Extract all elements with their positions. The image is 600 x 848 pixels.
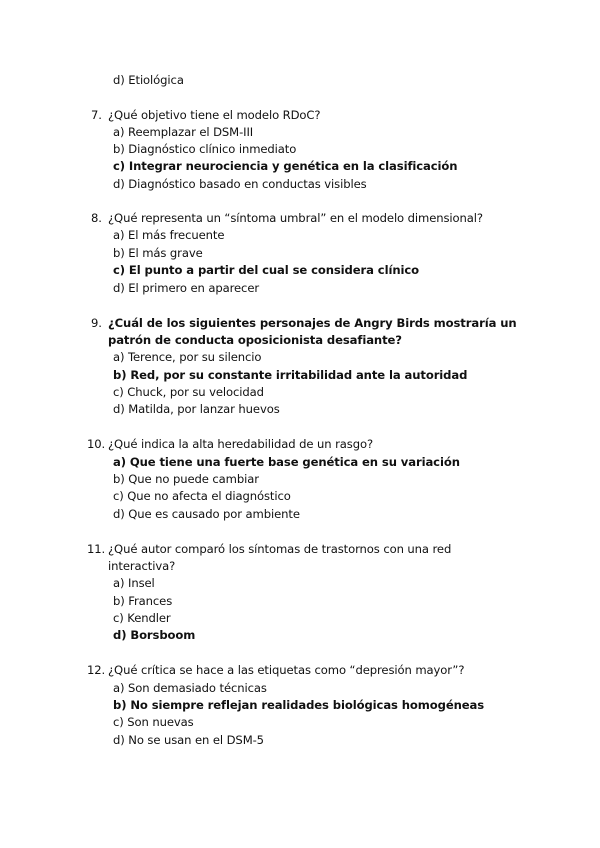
question-8-number: 8. [91, 211, 102, 225]
question-8-option-b: b) El más grave [113, 246, 203, 260]
question-8-option-c-correct: c) El punto a partir del cual se considera clínico [113, 263, 419, 277]
question-12-text: ¿Qué crítica se hace a las etiquetas como “depresión mayor”? [108, 663, 465, 677]
question-11-text-line-2: interactiva? [108, 559, 176, 573]
question-10-option-b: b) Que no puede cambiar [113, 472, 259, 486]
question-9-option-b-correct: b) Red, por su constante irritabilidad ante la autoridad [113, 368, 468, 382]
question-9-text-line-1: ¿Cuál de los siguientes personajes de Angry Birds mostraría un [108, 316, 517, 330]
question-11-text-line-1: ¿Qué autor comparó los síntomas de trastornos con una red [108, 542, 452, 556]
question-10-text: ¿Qué indica la alta heredabilidad de un rasgo? [108, 437, 374, 451]
question-7-number: 7. [91, 108, 102, 122]
question-11-option-a: a) Insel [113, 576, 155, 590]
question-12-option-c: c) Son nuevas [113, 715, 194, 729]
question-11-number: 11. [87, 542, 106, 556]
question-9-option-d: d) Matilda, por lanzar huevos [113, 402, 280, 416]
question-8-option-d: d) El primero en aparecer [113, 281, 260, 295]
question-7-text: ¿Qué objetivo tiene el modelo RDoC? [108, 108, 321, 122]
question-7-option-c-correct: c) Integrar neurociencia y genética en la clasificación [113, 159, 458, 173]
question-8-option-a: a) El más frecuente [113, 228, 225, 242]
question-9-text-line-2: patrón de conducta oposicionista desafiante? [108, 333, 402, 347]
question-10-number: 10. [87, 437, 106, 451]
question-12-number: 12. [87, 663, 106, 677]
question-9-option-a: a) Terence, por su silencio [113, 350, 262, 364]
question-8-text: ¿Qué representa un “síntoma umbral” en el modelo dimensional? [108, 211, 483, 225]
question-9-option-c: c) Chuck, por su velocidad [113, 385, 264, 399]
question-10-option-d: d) Que es causado por ambiente [113, 507, 300, 521]
question-10-option-c: c) Que no afecta el diagnóstico [113, 489, 291, 503]
question-12-option-b-correct: b) No siempre reflejan realidades biológicas homogéneas [113, 698, 485, 712]
question-9-number: 9. [91, 316, 102, 330]
question-7-option-b: b) Diagnóstico clínico inmediato [113, 142, 297, 156]
question-11-option-b: b) Frances [113, 594, 173, 608]
question-11-option-d-correct: d) Borsboom [113, 628, 196, 642]
question-10-option-a-correct: a) Que tiene una fuerte base genética en su variación [113, 455, 460, 469]
question-7-option-a: a) Reemplazar el DSM-III [113, 125, 254, 139]
question-7-option-d: d) Diagnóstico basado en conductas visibles [113, 177, 367, 191]
prev-question-option-d: d) Etiológica [113, 73, 184, 87]
question-11-option-c: c) Kendler [113, 611, 171, 625]
question-12-option-a: a) Son demasiado técnicas [113, 681, 267, 695]
question-12-option-d: d) No se usan en el DSM-5 [113, 733, 264, 747]
